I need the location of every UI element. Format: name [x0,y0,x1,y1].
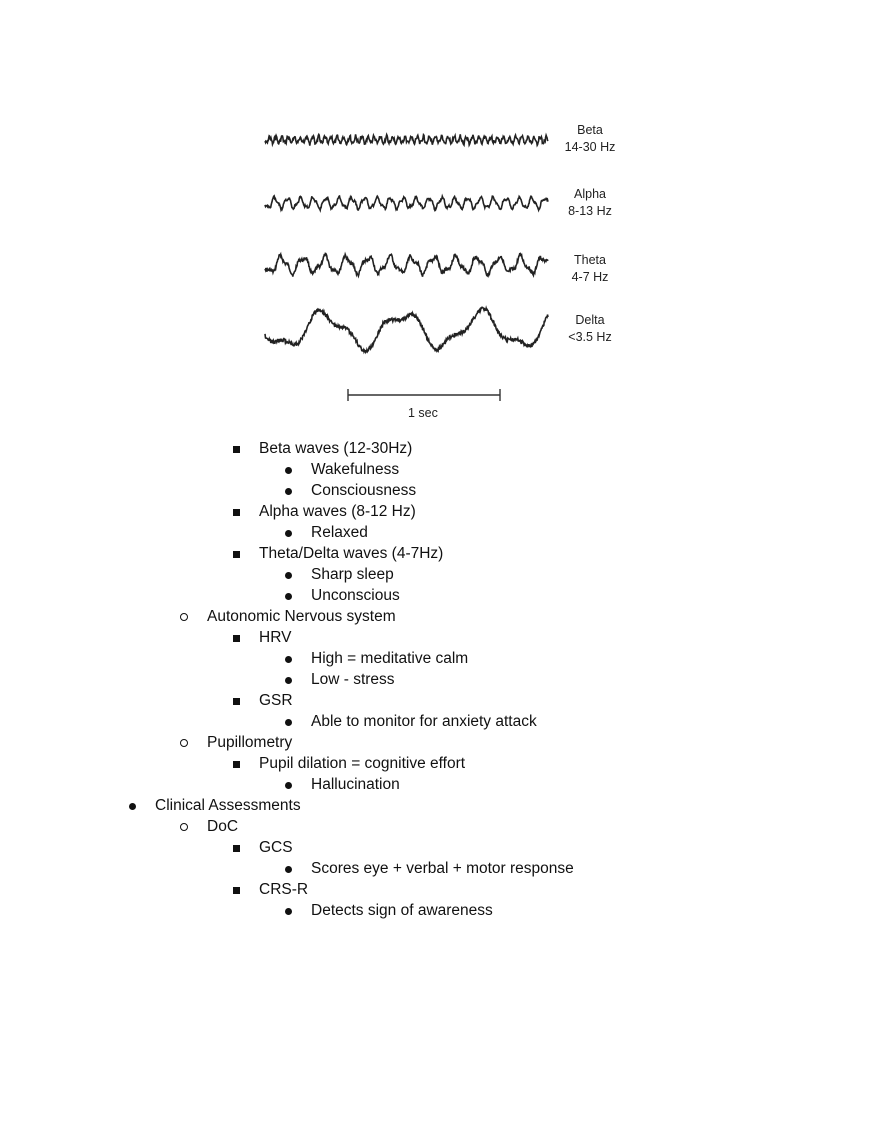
list-item-text: Consciousness [311,482,417,499]
bullet-icon [281,648,295,669]
list-item [0,459,880,480]
bullet-icon [281,669,295,690]
list-item [0,837,880,858]
bullet-icon [281,564,295,585]
list-item-text: DoC [207,818,239,835]
scale-label: 1 sec [408,406,438,420]
delta-range: <3.5 Hz [568,330,612,344]
list-item [0,522,880,543]
delta-name: Delta [575,313,605,327]
bullet-icon [281,585,295,606]
list-item [0,732,880,753]
bullet-icon [229,627,243,648]
bullet-icon [229,753,243,774]
theta-range: 4-7 Hz [571,270,609,284]
delta-label [560,312,650,346]
theta-name: Theta [574,253,606,267]
list-item-text: Theta/Delta waves (4-7Hz) [259,545,444,562]
bullet-icon [229,879,243,900]
theta-label [560,252,650,286]
list-item [0,816,880,837]
time-scale-bar [348,389,500,401]
bullet-icon [281,774,295,795]
list-item [0,795,880,816]
list-item-text: Pupil dilation = cognitive effort [259,755,466,772]
list-item-text: Pupillometry [207,734,293,751]
list-item [0,900,880,921]
list-item-text: HRV [259,629,292,646]
delta-wave-trace [265,307,548,352]
bullet-icon [281,900,295,921]
alpha-label [560,186,650,220]
list-item [0,627,880,648]
beta-wave-trace [265,134,548,145]
list-item-text: CRS-R [259,881,309,898]
bullet-icon [229,690,243,711]
alpha-wave-trace [265,196,548,210]
list-item [0,711,880,732]
bullet-icon [281,480,295,501]
list-item-text: Scores eye + verbal + motor response [311,860,574,877]
alpha-range: 8-13 Hz [568,204,612,218]
list-item-text: Relaxed [311,524,368,541]
list-item [0,879,880,900]
list-item-text: Autonomic Nervous system [207,608,396,625]
list-item-text: Hallucination [311,776,400,793]
list-item-text: Sharp sleep [311,566,394,583]
list-item-text: Clinical Assessments [155,797,301,814]
bullet-icon [177,606,191,627]
bullet-icon [229,837,243,858]
bullet-icon [177,732,191,753]
list-item-text: Beta waves (12-30Hz) [259,440,413,457]
bullet-icon [229,543,243,564]
list-item [0,606,880,627]
list-item [0,648,880,669]
bullet-icon [281,858,295,879]
list-item [0,501,880,522]
list-item-text: GCS [259,839,293,856]
list-item-text: Able to monitor for anxiety attack [311,713,537,730]
list-item-text: Low - stress [311,671,395,688]
bullet-icon [177,816,191,837]
list-item-text: High = meditative calm [311,650,469,667]
bullet-icon [281,522,295,543]
list-item [0,480,880,501]
bullet-icon [229,438,243,459]
bullet-icon [125,795,139,816]
bullet-icon [281,459,295,480]
list-item [0,858,880,879]
beta-label [560,122,650,156]
list-item-text: GSR [259,692,293,709]
list-item [0,669,880,690]
beta-name: Beta [577,123,603,137]
list-item-text: Alpha waves (8-12 Hz) [259,503,416,520]
theta-wave-trace [265,253,548,276]
list-item [0,585,880,606]
list-item [0,543,880,564]
bullet-icon [281,711,295,732]
list-item [0,690,880,711]
alpha-name: Alpha [574,187,606,201]
list-item [0,753,880,774]
bullet-icon [229,501,243,522]
list-item-text: Unconscious [311,587,400,604]
list-item-text: Wakefulness [311,461,400,478]
beta-range: 14-30 Hz [564,140,616,154]
list-item [0,774,880,795]
list-item [0,564,880,585]
list-item [0,438,880,459]
list-item-text: Detects sign of awareness [311,902,493,919]
